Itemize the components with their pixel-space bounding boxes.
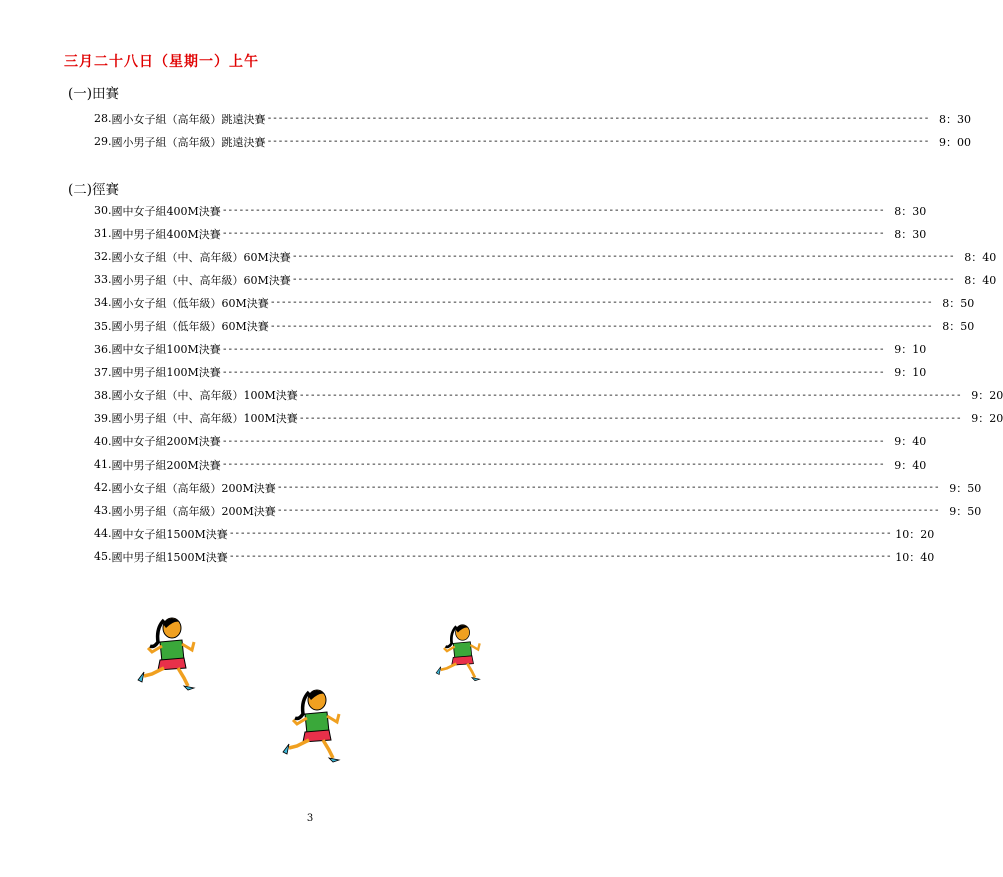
event-row [94, 314, 975, 337]
event-time: 9：10 [894, 343, 927, 357]
dotted-leader: ------------------------------------------------------------------------------------------------------------------------ [221, 205, 885, 217]
event-name: 國小女子組（高年級）200M決賽 [111, 481, 276, 495]
event-row [94, 361, 927, 384]
event-name: 國中男子組100M決賽 [111, 366, 221, 380]
section-title-field-events: (一)田賽 [68, 86, 120, 102]
event-time: 8：30 [938, 112, 971, 126]
event-name: 國中男子組1500M決賽 [111, 550, 228, 564]
runner-figure [283, 690, 339, 762]
page-number: 3 [306, 813, 314, 824]
event-row [94, 245, 997, 268]
event-number: 39. [94, 411, 112, 425]
event-row [94, 476, 982, 499]
event-name: 國小男子組（高年級）跳遠決賽 [111, 135, 266, 149]
runner-figure [436, 625, 480, 681]
dotted-leader: ------------------------------------------------------------------------------------------------------------------------ [221, 228, 885, 240]
event-time: 8：40 [964, 250, 997, 264]
event-number: 41. [94, 458, 112, 472]
event-name: 國小女子組（高年級）跳遠決賽 [111, 112, 266, 126]
event-time: 9：00 [938, 135, 971, 149]
event-time: 8：50 [942, 296, 975, 310]
event-time: 8：40 [964, 273, 997, 287]
section-title-track-events: (二)徑賽 [68, 182, 120, 198]
event-row [94, 268, 997, 291]
event-time: 9：40 [894, 435, 927, 449]
event-time: 9：50 [949, 481, 982, 495]
event-row [94, 384, 1003, 407]
dotted-leader: ------------------------------------------------------------------------------------------------------------------------ [298, 389, 962, 401]
event-row [94, 430, 927, 453]
event-name: 國中男子組400M決賽 [111, 227, 221, 241]
field-events-list [94, 107, 971, 153]
event-row [94, 499, 982, 522]
event-number: 32. [94, 250, 112, 264]
runner-figure [138, 618, 194, 690]
event-number: 36. [94, 342, 112, 356]
event-number: 30. [94, 204, 112, 218]
event-time: 9：20 [971, 412, 1003, 426]
dotted-leader: ------------------------------------------------------------------------------------------------------------------------ [266, 113, 929, 125]
event-number: 45. [94, 550, 112, 564]
runner-illustration [433, 620, 489, 687]
event-name: 國小女子組（中、高年級）60M決賽 [111, 250, 291, 264]
dotted-leader: ------------------------------------------------------------------------------------------------------------------------ [269, 297, 933, 309]
event-number: 43. [94, 504, 112, 518]
event-name: 國中女子組1500M決賽 [111, 527, 228, 541]
event-number: 34. [94, 296, 112, 310]
event-time: 8：50 [942, 320, 975, 334]
event-time: 8：30 [894, 227, 927, 241]
dotted-leader: ------------------------------------------------------------------------------------------------------------------------ [291, 274, 955, 286]
dotted-leader: ------------------------------------------------------------------------------------------------------------------------ [228, 528, 892, 540]
event-time: 10：20 [895, 527, 935, 541]
event-number: 29. [94, 135, 112, 149]
event-number: 35. [94, 319, 112, 333]
event-number: 28. [94, 112, 112, 126]
event-time: 9：20 [971, 389, 1003, 403]
event-time: 9：10 [894, 366, 927, 380]
track-events-list [94, 199, 1003, 569]
event-number: 33. [94, 273, 112, 287]
dotted-leader: ------------------------------------------------------------------------------------------------------------------------ [276, 505, 940, 517]
event-number: 42. [94, 481, 112, 495]
event-row [94, 222, 927, 245]
dotted-leader: ------------------------------------------------------------------------------------------------------------------------ [269, 320, 933, 332]
event-number: 44. [94, 527, 112, 541]
dotted-leader: ------------------------------------------------------------------------------------------------------------------------ [221, 435, 885, 447]
event-row [94, 107, 971, 130]
event-name: 國小男子組（中、高年級）100M決賽 [111, 412, 298, 426]
event-number: 31. [94, 227, 112, 241]
event-name: 國小男子組（高年級）200M決賽 [111, 504, 276, 518]
event-row [94, 407, 1003, 430]
event-number: 37. [94, 365, 112, 379]
page-heading: 三月二十八日（星期一）上午 [64, 54, 259, 70]
dotted-leader: ------------------------------------------------------------------------------------------------------------------------ [228, 551, 892, 563]
event-row [94, 199, 927, 222]
runner-illustration [279, 684, 351, 770]
event-name: 國中男子組200M決賽 [111, 458, 221, 472]
event-number: 38. [94, 388, 112, 402]
event-time: 8：30 [894, 204, 927, 218]
event-row [94, 453, 927, 476]
event-name: 國小女子組（中、高年級）100M決賽 [111, 389, 298, 403]
event-name: 國小男子組（中、高年級）60M決賽 [111, 273, 291, 287]
event-row [94, 338, 927, 361]
dotted-leader: ------------------------------------------------------------------------------------------------------------------------ [221, 366, 885, 378]
event-name: 國中女子組100M決賽 [111, 343, 221, 357]
event-row [94, 545, 935, 568]
event-name: 國小男子組（低年級）60M決賽 [111, 320, 269, 334]
runner-illustration [134, 612, 206, 698]
dotted-leader: ------------------------------------------------------------------------------------------------------------------------ [291, 251, 955, 263]
event-name: 國中女子組400M決賽 [111, 204, 221, 218]
dotted-leader: ------------------------------------------------------------------------------------------------------------------------ [298, 412, 962, 424]
event-time: 9：40 [894, 458, 927, 472]
dotted-leader: ------------------------------------------------------------------------------------------------------------------------ [221, 343, 885, 355]
event-time: 9：50 [949, 504, 982, 518]
event-row [94, 291, 975, 314]
event-name: 國中女子組200M決賽 [111, 435, 221, 449]
event-time: 10：40 [895, 550, 935, 564]
dotted-leader: ------------------------------------------------------------------------------------------------------------------------ [276, 482, 940, 494]
event-row [94, 522, 935, 545]
event-number: 40. [94, 434, 112, 448]
event-row [94, 130, 971, 153]
dotted-leader: ------------------------------------------------------------------------------------------------------------------------ [221, 459, 885, 471]
dotted-leader: ------------------------------------------------------------------------------------------------------------------------ [266, 136, 929, 148]
event-name: 國小女子組（低年級）60M決賽 [111, 296, 269, 310]
